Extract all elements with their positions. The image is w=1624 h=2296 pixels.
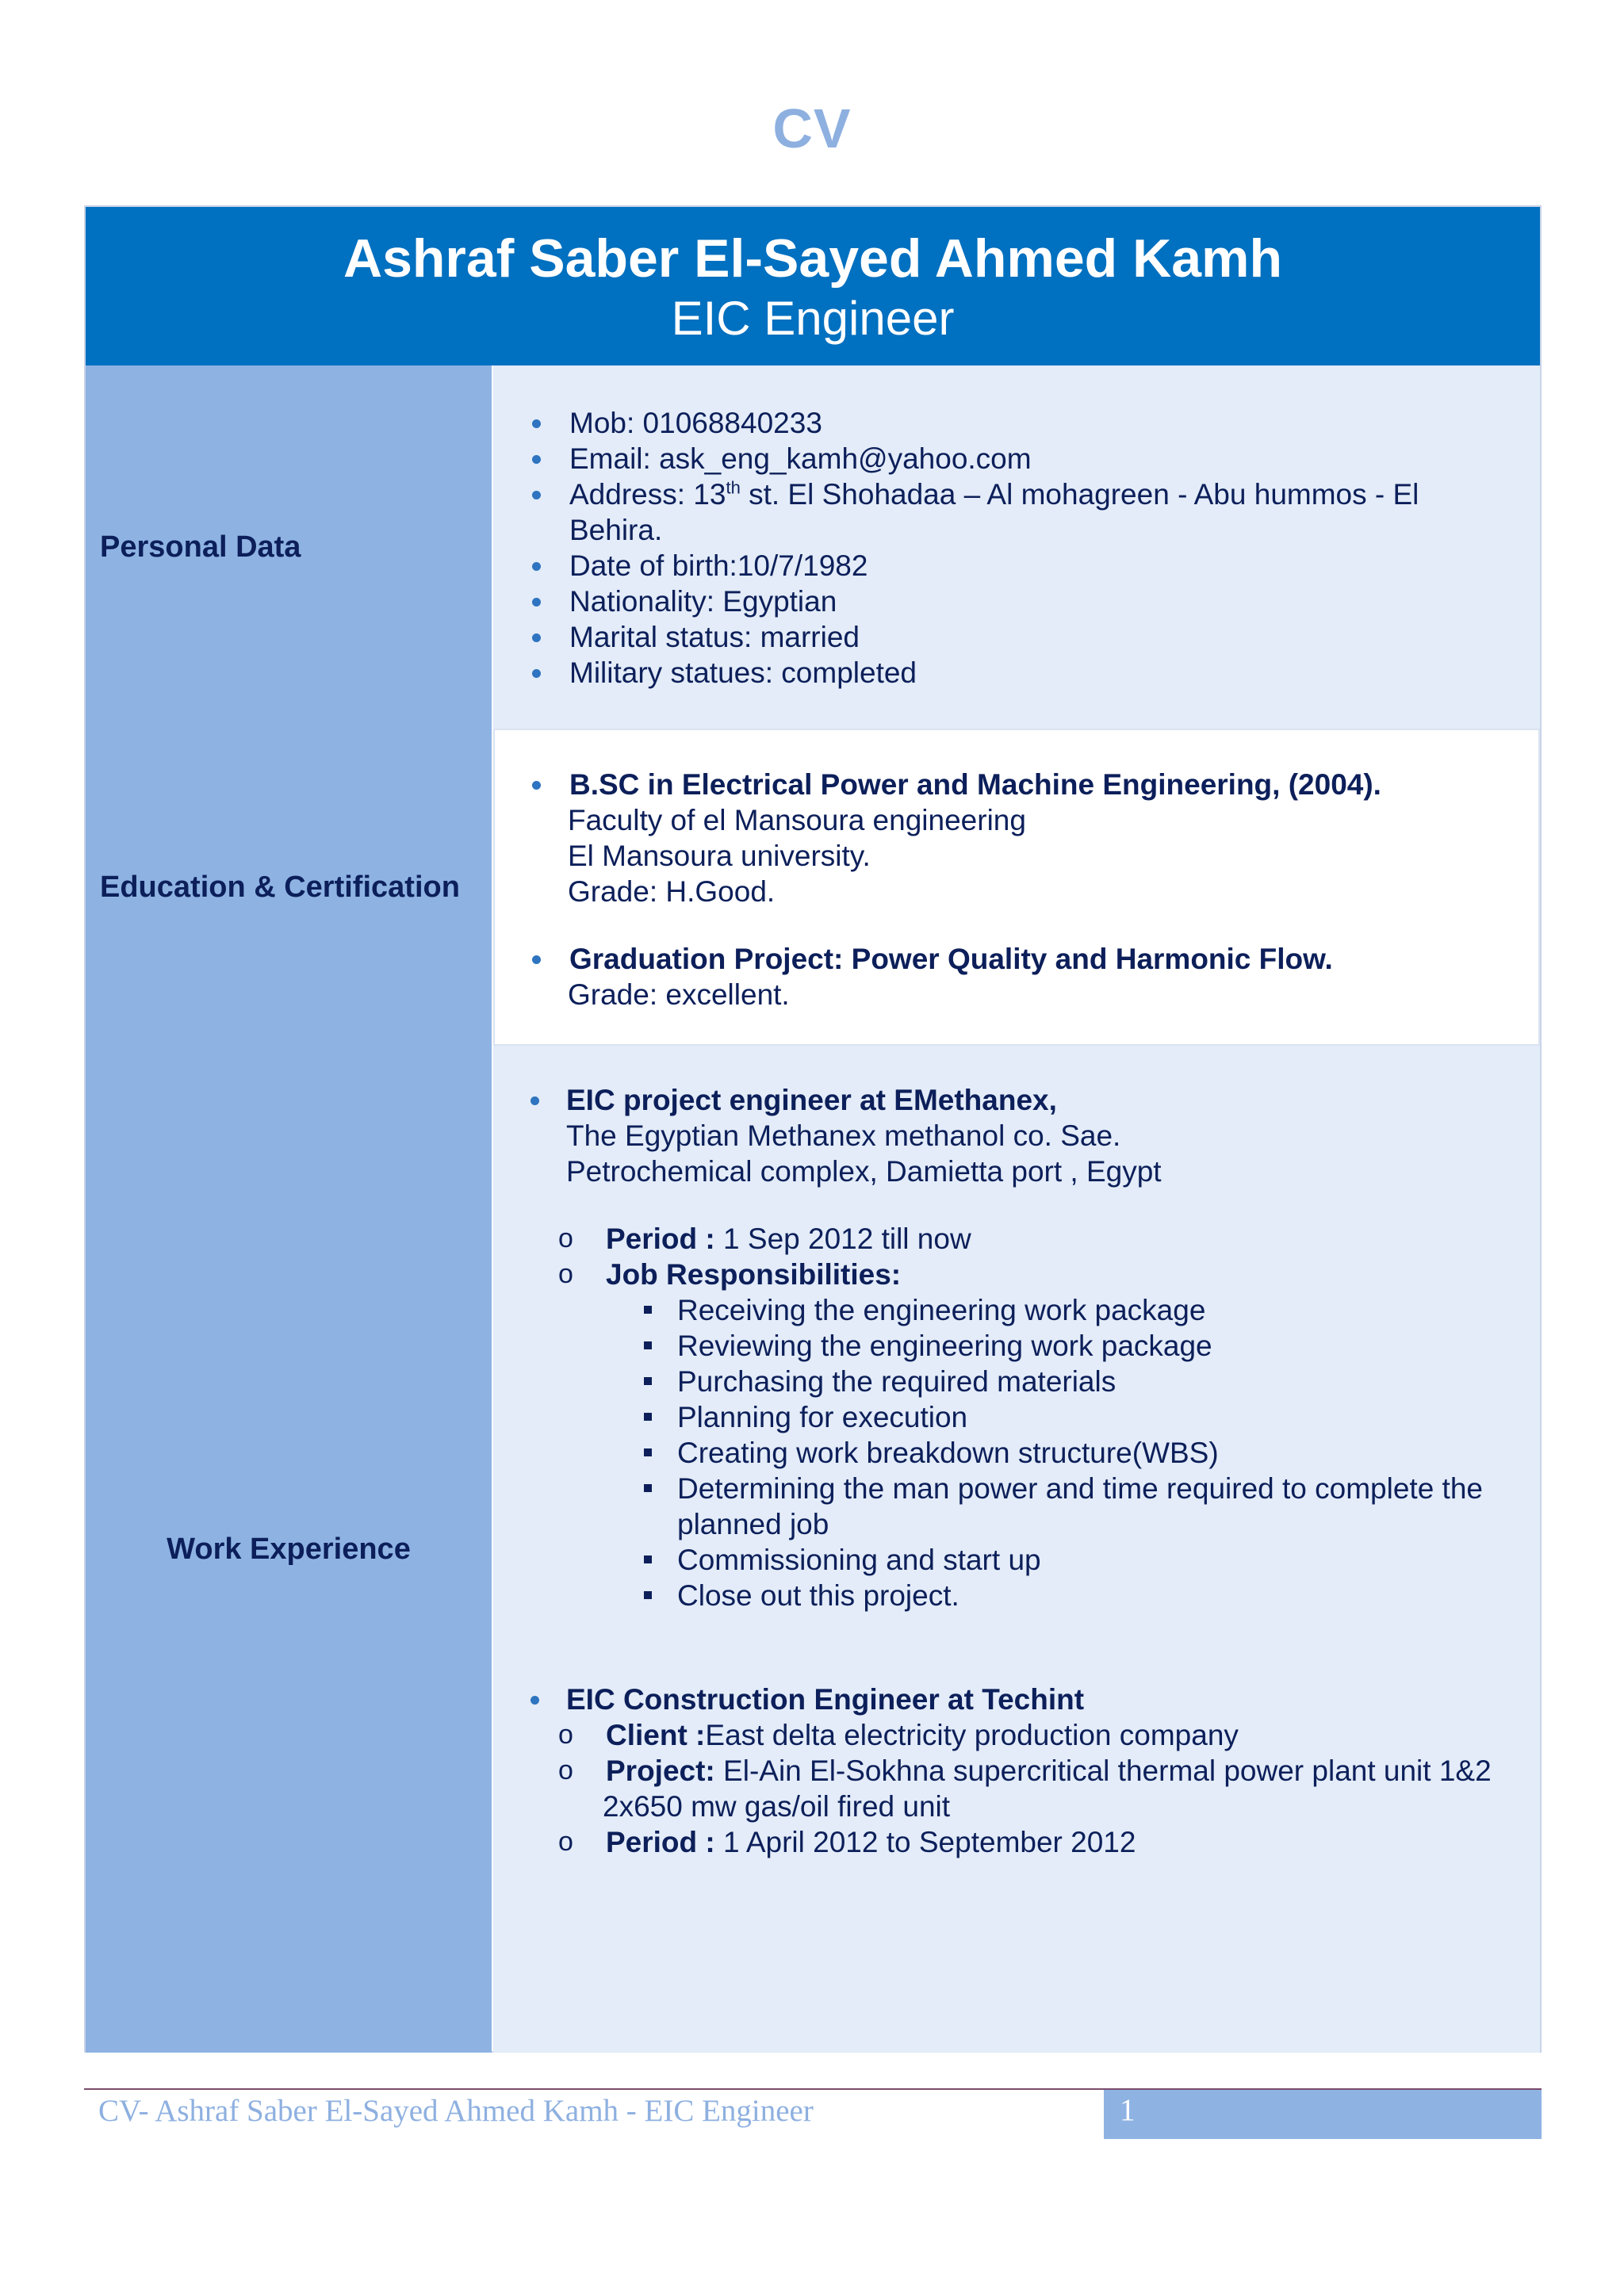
personal-data-label: Personal Data — [86, 365, 492, 729]
bullet-icon — [532, 781, 541, 790]
job1-title: EIC project engineer at EMethanex, — [566, 1084, 1057, 1116]
bullet-icon — [532, 955, 541, 964]
list-item — [493, 1328, 1492, 1364]
square-bullet-icon — [644, 1591, 652, 1599]
footer-text: CV- Ashraf Saber El-Sayed Ahmed Kamh - EIC Engineer — [98, 2094, 814, 2128]
responsibility: Close out this project. — [677, 1579, 959, 1612]
square-bullet-icon — [644, 1306, 652, 1314]
bullet-icon — [530, 1696, 539, 1705]
list-item — [493, 441, 1419, 476]
responsibility-continuation: planned job — [677, 1508, 829, 1540]
list-item — [493, 1082, 1492, 1118]
list-item — [493, 619, 1419, 655]
list-item — [493, 1542, 1492, 1578]
square-bullet-icon — [644, 1484, 652, 1492]
degree: B.SC in Electrical Power and Machine Engineering, (2004). — [569, 768, 1381, 801]
address-continuation: Behira. — [569, 514, 663, 546]
mobile-number: Mob: 01068840233 — [569, 407, 822, 439]
project-continuation: 2x650 mw gas/oil fired unit — [603, 1790, 951, 1823]
bullet-icon — [532, 598, 541, 607]
education-label: Education & Certification — [86, 729, 492, 1046]
list-item — [493, 1435, 1492, 1471]
bullet-icon — [532, 633, 541, 642]
responsibility: Reviewing the engineering work package — [677, 1330, 1212, 1362]
bullet-icon — [530, 1096, 539, 1105]
date-of-birth: Date of birth:10/7/1982 — [569, 549, 868, 582]
personal-data-content — [493, 365, 1540, 729]
circle-bullet-icon: o — [558, 1755, 573, 1785]
circle-bullet-icon: o — [558, 1223, 573, 1253]
list-item — [493, 1292, 1492, 1328]
list-item — [493, 1399, 1492, 1435]
list-item-continuation — [493, 512, 1419, 548]
work-experience-label: Work Experience — [86, 1046, 492, 2053]
circle-bullet-icon: o — [558, 1259, 573, 1289]
list-item — [493, 1753, 1492, 1789]
candidate-name: Ashraf Saber El-Sayed Ahmed Kamh — [343, 228, 1283, 289]
client-label: Client : — [606, 1719, 706, 1751]
list-item — [493, 1824, 1492, 1860]
list-item — [493, 1717, 1492, 1753]
list-item-continuation — [493, 1506, 1492, 1542]
work-experience-content — [493, 1046, 1540, 2053]
list-item — [493, 584, 1419, 619]
circle-bullet-icon: o — [558, 1827, 573, 1857]
graduation-project: Graduation Project: Power Quality and Harmonic Flow. — [569, 943, 1333, 975]
list-item — [493, 476, 1419, 512]
marital-status: Marital status: married — [569, 621, 860, 653]
email-address: Email: ask_eng_kamh@yahoo.com — [569, 442, 1032, 475]
square-bullet-icon — [644, 1341, 652, 1349]
list-item — [495, 767, 1381, 802]
project-label: Project: — [606, 1755, 715, 1787]
list-item — [493, 1471, 1492, 1506]
period-label: Period : — [606, 1223, 715, 1255]
list-item — [493, 405, 1419, 441]
education-content — [493, 729, 1540, 1046]
responsibility: Receiving the engineering work package — [677, 1294, 1206, 1326]
list-item — [493, 1578, 1492, 1613]
bullet-icon — [532, 669, 541, 678]
address-text: Address: 13 — [569, 478, 726, 511]
responsibility: Determining the man power and time required to complete the — [677, 1472, 1483, 1505]
circle-bullet-icon: o — [558, 1720, 573, 1750]
responsibility: Purchasing the required materials — [677, 1365, 1116, 1398]
nationality: Nationality: Egyptian — [569, 585, 837, 618]
square-bullet-icon — [644, 1448, 652, 1456]
list-item — [493, 1682, 1492, 1717]
list-item — [493, 1364, 1492, 1399]
responsibilities-label: Job Responsibilities: — [606, 1258, 902, 1291]
list-item-continuation — [493, 1789, 1492, 1824]
cv-table — [84, 205, 1542, 2053]
faculty: Faculty of el Mansoura engineering — [568, 804, 1026, 836]
period-label: Period : — [606, 1826, 715, 1858]
responsibility: Creating work breakdown structure(WBS) — [677, 1437, 1219, 1469]
university: El Mansoura university. — [568, 840, 871, 872]
list-item — [493, 655, 1419, 691]
responsibility: Commissioning and start up — [677, 1544, 1041, 1576]
bullet-icon — [532, 491, 541, 499]
project-value: El-Ain El-Sokhna supercritical thermal power plant unit 1&2 — [714, 1755, 1492, 1787]
period-value: 1 Sep 2012 till now — [714, 1223, 971, 1255]
period-value: 1 April 2012 to September 2012 — [714, 1826, 1136, 1858]
address-superscript: th — [726, 477, 741, 498]
candidate-role: EIC Engineer — [671, 291, 955, 345]
grade: Grade: H.Good. — [568, 875, 776, 908]
project-grade: Grade: excellent. — [568, 978, 790, 1011]
bullet-icon — [532, 562, 541, 571]
client-value: East delta electricity production company — [705, 1719, 1239, 1751]
address-text-rest: st. El Shohadaa – Al mohagreen - Abu hummos - El — [740, 478, 1419, 511]
military-status: Military statues: completed — [569, 656, 917, 689]
job1-company: The Egyptian Methanex methanol co. Sae. — [566, 1119, 1121, 1152]
list-item — [493, 548, 1419, 584]
page-number: 1 — [1104, 2090, 1542, 2139]
header-band — [86, 207, 1540, 365]
list-item — [493, 1221, 1492, 1257]
list-item — [495, 941, 1381, 977]
education-row — [86, 729, 1540, 1046]
document-title: CV — [772, 98, 852, 159]
list-item — [493, 1257, 1492, 1292]
square-bullet-icon — [644, 1377, 652, 1385]
square-bullet-icon — [644, 1556, 652, 1563]
square-bullet-icon — [644, 1413, 652, 1421]
personal-data-row — [86, 365, 1540, 729]
bullet-icon — [532, 419, 541, 428]
responsibility: Planning for execution — [677, 1401, 968, 1433]
job2-title: EIC Construction Engineer at Techint — [566, 1683, 1085, 1716]
work-experience-row — [86, 1046, 1540, 2053]
job1-location: Petrochemical complex, Damietta port , Egypt — [566, 1155, 1162, 1188]
bullet-icon — [532, 455, 541, 464]
